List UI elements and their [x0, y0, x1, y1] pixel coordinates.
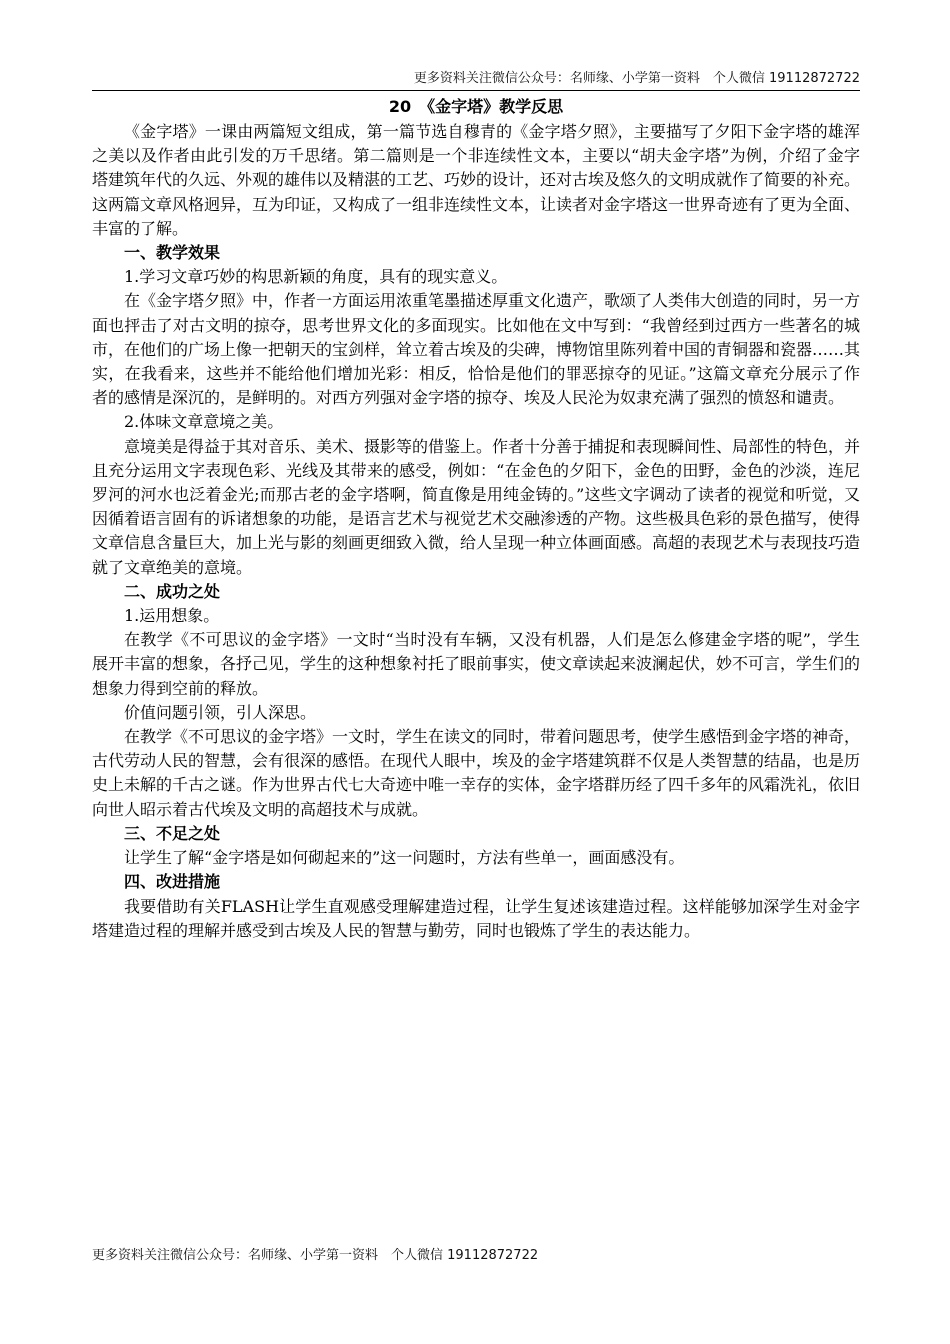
body-paragraph: 让学生了解“金字塔是如何砌起来的”这一问题时，方法有些单一，画面感没有。	[124, 848, 685, 868]
body-paragraph: 在教学《不可思议的金字塔》一文时，学生在读文的同时，带着问题思考，使学生感悟到金字塔的神奇，古代劳动人民的智慧，会有很深的感悟。在现代人眼中，埃及的金字塔建筑群不仅是人类智慧的结晶，也是历史上未解的千古之谜。作为世界古代七大奇迹中唯一幸存的实体，金字塔群历经了四千多年的风霜洗礼，依旧向世人昭示着古代埃及文明的高超技术与成就。	[92, 727, 861, 819]
page-header: 更多资料关注微信公众号：名师缘、小学第一资料 个人微信 19112872722	[92, 70, 860, 91]
subheading-paragraph: 1.运用想象。	[124, 606, 220, 626]
subheading-paragraph: 2.体味文章意境之美。	[124, 412, 284, 432]
section-heading-successes: 二、成功之处	[124, 581, 221, 601]
body-paragraph: 我要借助有关FLASH让学生直观感受理解建造过程，让学生复述该建造过程。这样能够加深学生对金字塔建造过程的理解并感受到古埃及人民的智慧与勤劳，同时也锻炼了学生的表达能力。	[92, 896, 860, 940]
section-heading-improvements: 四、改进措施	[124, 872, 221, 892]
intro-paragraph: 《金字塔》一课由两篇短文组成，第一篇节选自穆青的《金字塔夕照》，主要描写了夕阳下金字塔的雄浑之美以及作者由此引发的万千思绪。第二篇则是一个非连续性文本，主要以“胡夫金字塔”为例，介绍了金字塔建筑年代的久远、外观的雄伟以及精湛的工艺、巧妙的设计，还对古埃及悠久的文明成就作了简要的补充。这两篇文章风格迥异，互为印证，又构成了一组非连续性文本，让读者对金字塔这一世界奇迹有了更为全面、丰富的了解。	[92, 122, 861, 238]
subheading-paragraph: 价值问题引领，引人深思。	[124, 702, 317, 722]
subheading-paragraph: 1.学习文章巧妙的构思新颖的角度，具有的现实意义。	[124, 267, 508, 287]
document-title: 20 《金字塔》教学反思	[388, 97, 564, 116]
section-heading-shortcomings: 三、不足之处	[124, 823, 221, 843]
body-paragraph: 意境美是得益于其对音乐、美术、摄影等的借鉴上。作者十分善于捕捉和表现瞬间性、局部性的特色，并且充分运用文字表现色彩、光线及其带来的感受，例如：“在金色的夕阳下，金色的田野，金色的沙淡，连尼罗河的河水也泛着金光;而那古老的金字塔啊，简直像是用纯金铸的。”这些文字调动了读者的视觉和听觉，又因循着语言固有的诉诸想象的功能，是语言艺术与视觉艺术交融渗透的产物。这些极具色彩的景色描写，使得文章信息含量巨大，加上光与影的刻画更细致入微，给人呈现一种立体画面感。高超的表现艺术与表现技巧造就了文章绝美的意境。	[92, 436, 861, 577]
body-paragraph: 在教学《不可思议的金字塔》一文时“当时没有车辆，又没有机器，人们是怎么修建金字塔的呢”，学生展开丰富的想象，各抒己见，学生的这种想象衬托了眼前事实，使文章读起来波澜起伏，妙不可言，学生们的想象力得到空前的释放。	[92, 630, 861, 698]
section-heading-teaching-effect: 一、教学效果	[124, 243, 221, 263]
page-footer: 更多资料关注微信公众号：名师缘、小学第一资料 个人微信 19112872722	[92, 1248, 539, 1263]
body-paragraph: 在《金字塔夕照》中，作者一方面运用浓重笔墨描述厚重文化遗产，歌颂了人类伟大创造的同时，另一方面也抨击了对古文明的掠夺，思考世界文化的多面现实。比如他在文中写到：“我曾经到过西方一些著名的城市，在他们的广场上像一把朝天的宝剑样，耸立着古埃及的尖碑，博物馆里陈列着中国的青铜器和瓷器……其实，在我看来，这些并不能给他们增加光彩：相反，恰恰是他们的罪恶掠夺的见证。”这篇文章充分展示了作者的感情是深沉的，是鲜明的。对西方列强对金字塔的掠夺、埃及人民沦为奴隶充满了强烈的愤怒和谴责。	[92, 291, 861, 408]
document-body	[92, 120, 860, 943]
